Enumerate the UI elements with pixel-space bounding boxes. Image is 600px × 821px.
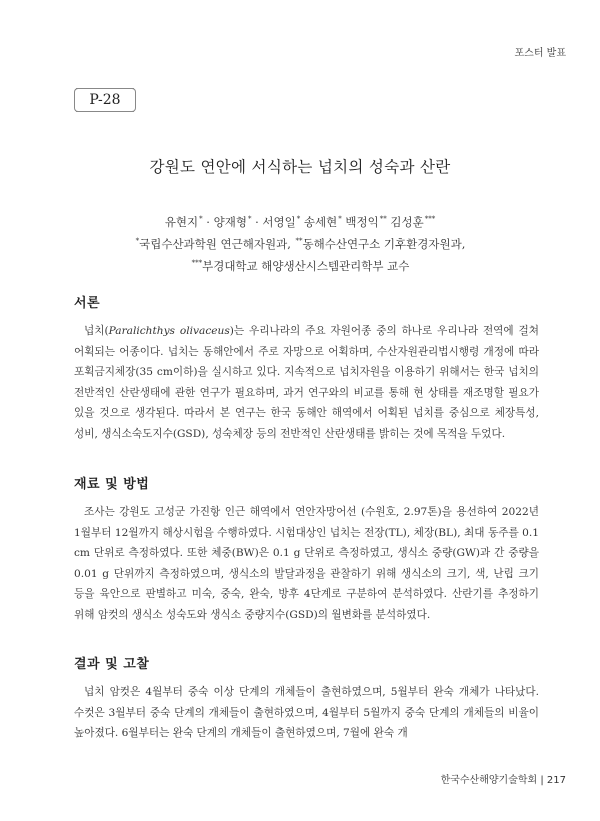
header-category-label: 포스터 발표: [514, 48, 566, 59]
author-mark: ***: [424, 215, 436, 223]
section-paragraph: [74, 321, 539, 445]
author-name: 유현지: [164, 215, 199, 229]
affiliation-text: 동해수산연구소 기후환경자원과,: [302, 237, 466, 251]
section-heading: 서론: [74, 296, 101, 311]
author-list: [0, 210, 600, 232]
affiliation-mark: *: [135, 237, 140, 245]
species-name: Paralichthys olivaceus: [108, 325, 230, 337]
paragraph-text: 넙치(: [84, 325, 109, 337]
author-name: 백정익: [345, 215, 379, 229]
paragraph-text: )는 우리나라의 주요 자원어종 중의 하나로 우리나라 전역에 걸쳐 어획되는 어종이다. 넙치는 동해안에서 주로 자망으로 어획하며, 수산자원관리법시행령 개정에 따라 포획금지체장(35 cm이하)을 실시하고 있다. 지속적으로 넙치자원을 이용하기 위해서는 한국 넙치의 전반적인 산란생태에 관한 연구가 필요하며, 과거 연구와의 비교를 통해 현 상태를 재조명할 필요가 있을 것으로 생각된다. 따라서 본 연구는 한국 동해안 해역에서 어획된 넙치를 중심으로 체장특성, 성비, 생식소숙도지수(GSD), 성숙체장 등의 전반적인 산란생태를 밝히는 것에 목적을 두었다.: [74, 325, 539, 440]
author-block: [0, 210, 600, 276]
author-mark: *: [338, 215, 342, 223]
author-mark: *: [199, 215, 203, 223]
author-name: 서영일: [262, 215, 296, 229]
affiliation-line-1: [0, 232, 600, 254]
author-separator: ·: [202, 215, 214, 229]
author-mark: **: [379, 215, 387, 223]
affiliation-text: 부경대학교 해양생산시스템관리학부 교수: [202, 259, 410, 273]
section-heading: 재료 및 방법: [74, 477, 150, 492]
author-name: 송세현: [303, 215, 338, 229]
affiliation-mark: **: [295, 237, 303, 245]
section-paragraph: 조사는 강원도 고성군 가진항 인근 해역에서 연안자망어선 (수원호, 2.97톤)을 용선하여 2022년 1월부터 12월까지 해상시험을 수행하였다. 시험대상인 넙치는 전장(TL), 체장(BL), 최대 동주를 0.1 cm 단위로 측정하였다. 또한 체중(BW)은 0.1 g 단위로 측정하였고, 생식소 중량(GW)과 간 중량을 0.01 g 단위까지 측정하였으며, 생식소의 발달과정을 관찰하기 위해 생식소의 크기, 색, 난립 크기 등을 육안으로 판별하고 미숙, 중숙, 완숙, 방후 4단계로 구분하여 분석하였다. 산란기를 추정하기 위해 암컷의 생식소 성숙도와 생식소 중량지수(GSD)의 월변화를 분석하였다.: [74, 506, 539, 621]
section-introduction: [74, 292, 539, 445]
paper-title: 강원도 연안에 서식하는 넙치의 성숙과 산란: [149, 158, 451, 176]
author-mark: *: [247, 215, 252, 223]
section-results: [74, 653, 539, 744]
affiliation-text: 국립수산과학원 연근해자원과,: [139, 237, 295, 251]
author-name: 양재형: [213, 215, 247, 229]
author-separator: ·: [251, 215, 263, 229]
author-name: 김성훈: [390, 215, 424, 229]
poster-number-badge: [76, 88, 134, 112]
section-methods: [74, 473, 539, 626]
affiliation-mark: ***: [191, 259, 203, 267]
affiliation-line-2: [0, 254, 600, 276]
page-footer: 한국수산해양기술학회 | 217: [440, 775, 566, 786]
section-heading: 결과 및 고찰: [74, 657, 150, 672]
poster-number: P-28: [89, 92, 121, 108]
author-mark: *: [296, 215, 301, 223]
section-paragraph: 넙치 암컷은 4월부터 중숙 이상 단계의 개체들이 출현하였으며, 5월부터 완숙 개체가 나타났다. 수컷은 3월부터 중숙 단계의 개체들이 출현하였으며, 4월부터 5월까지 중숙 단계의 개체들의 비율이 높아졌다. 6월부터는 완숙 단계의 개체들이 출현하였으며, 7월에 완숙 개: [74, 686, 539, 740]
